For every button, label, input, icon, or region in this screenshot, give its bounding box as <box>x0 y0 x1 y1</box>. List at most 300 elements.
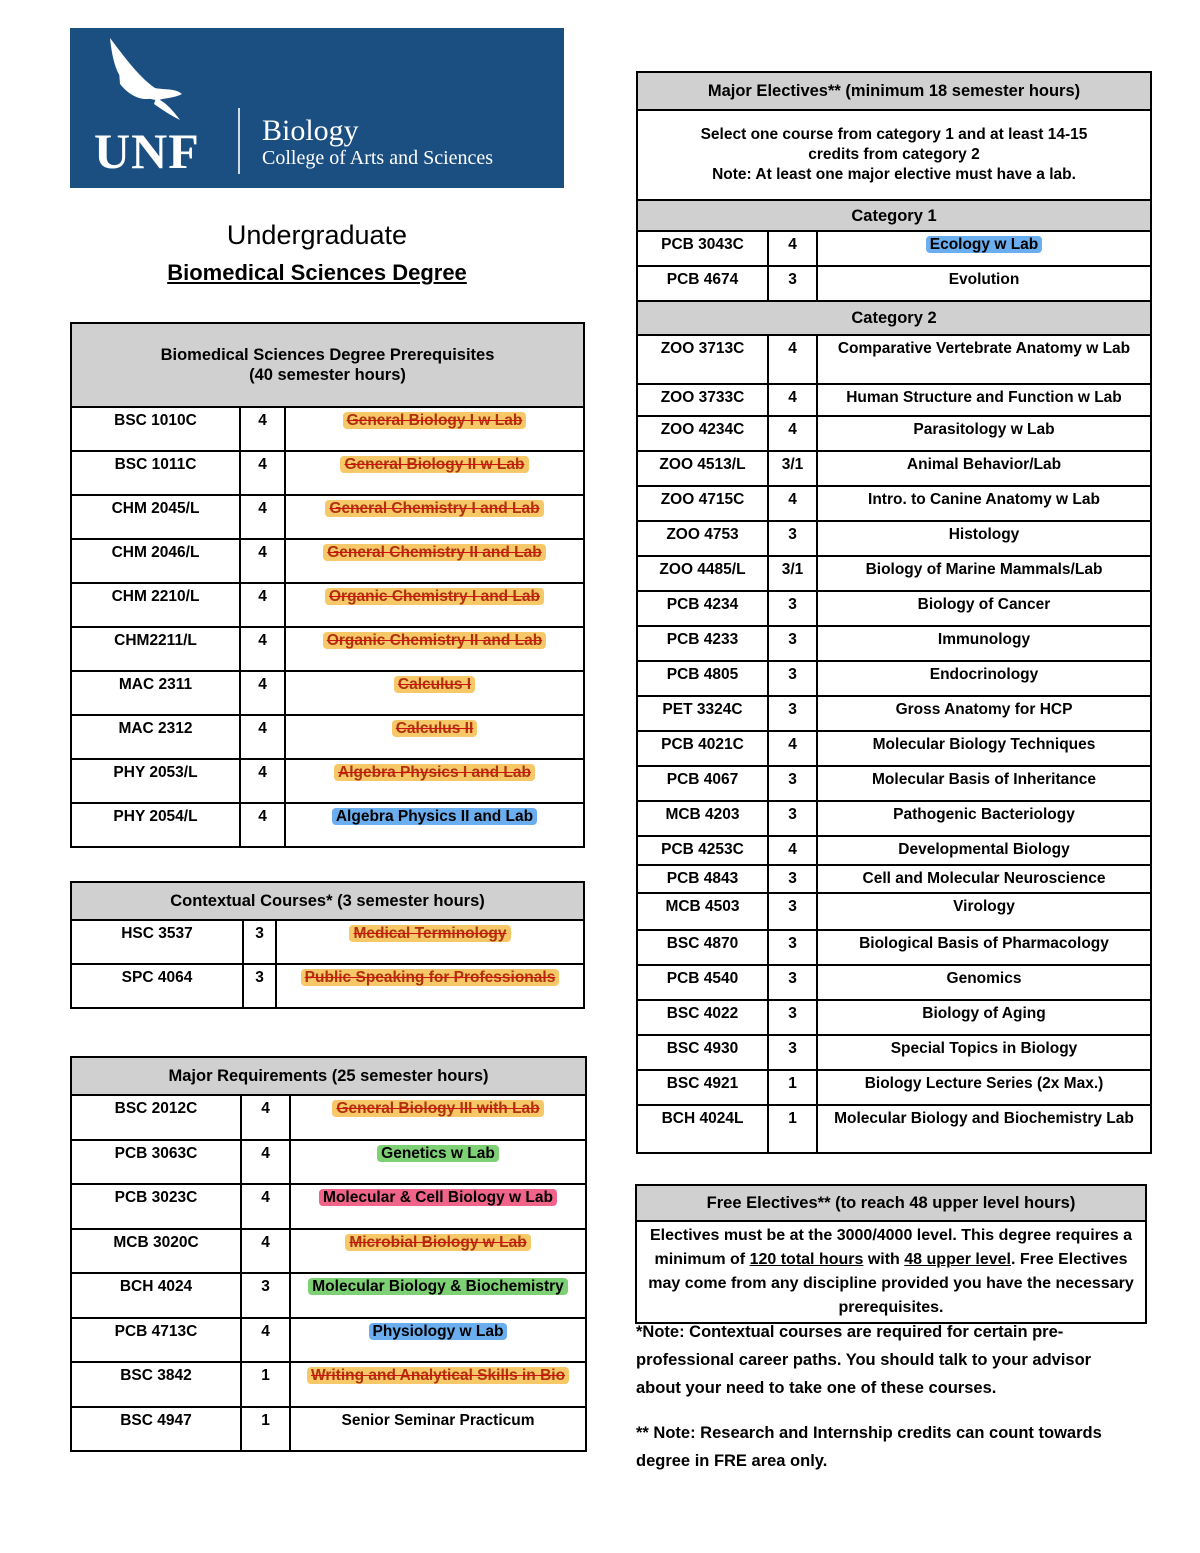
course-code-text: BSC 1010C <box>114 412 197 429</box>
course-code <box>637 486 768 521</box>
course-code <box>637 865 768 893</box>
course-code-text: PCB 4713C <box>114 1322 198 1340</box>
course-code-text: BSC 3842 <box>120 1367 192 1384</box>
course-code <box>637 626 768 661</box>
course-title <box>285 715 584 759</box>
course-title-text: Molecular Biology & Biochemistry <box>308 1278 568 1295</box>
course-hours-text: 4 <box>258 808 267 825</box>
course-hours-text: 1 <box>788 1075 797 1092</box>
course-hours-text: 3 <box>788 771 797 788</box>
course-hours-text: 4 <box>788 421 797 438</box>
course-title-text: Calculus I <box>394 676 475 693</box>
course-title <box>817 266 1151 301</box>
course-title <box>290 1407 586 1452</box>
course-title <box>817 521 1151 556</box>
course-row <box>637 1035 1151 1070</box>
course-hours <box>768 451 817 486</box>
electives-header: Major Electives** (minimum 18 semester hours) <box>637 72 1151 110</box>
course-title <box>285 671 584 715</box>
course-title <box>285 583 584 627</box>
course-code <box>637 591 768 626</box>
course-title <box>817 1000 1151 1035</box>
course-title <box>817 486 1151 521</box>
prereq-header-line1: Biomedical Sciences Degree Prerequisites <box>160 346 495 364</box>
course-code <box>637 416 768 451</box>
course-code <box>71 451 240 495</box>
course-hours <box>768 416 817 451</box>
course-code <box>71 759 240 803</box>
electives-select-line1: Select one course from category 1 and at least 14-15 <box>700 126 1088 143</box>
course-code-text: HSC 3537 <box>121 925 193 942</box>
course-title <box>285 759 584 803</box>
course-title-text: Immunology <box>937 631 1031 648</box>
course-hours-text: 4 <box>258 632 267 649</box>
course-hours-text: 4 <box>258 764 267 781</box>
course-code <box>637 965 768 1000</box>
course-code-text: ZOO 3733C <box>660 389 745 406</box>
electives-table <box>636 71 1152 1154</box>
course-code <box>71 1318 241 1363</box>
free-electives-header: Free Electives** (to reach 48 upper level hours) <box>636 1185 1146 1221</box>
course-row <box>71 1318 586 1363</box>
contextual-table <box>70 881 585 1009</box>
prereq-table <box>70 322 585 848</box>
course-title-text: Microbial Biology w Lab <box>345 1234 530 1251</box>
free-text-a: Electives must be at the 3000/4000 level. This degree requires a minimum of <box>649 1227 1133 1268</box>
course-title-text: Molecular Basis of Inheritance <box>872 771 1096 788</box>
course-code <box>637 930 768 965</box>
course-hours-text: 4 <box>261 1189 270 1206</box>
page-subtitle: Biomedical Sciences Degree <box>167 260 467 285</box>
course-code <box>637 766 768 801</box>
category2-header: Category 2 <box>637 301 1151 335</box>
course-code-text: BSC 4921 <box>666 1075 739 1092</box>
course-title <box>817 893 1151 930</box>
course-code <box>71 627 240 671</box>
course-row <box>637 231 1151 266</box>
course-row <box>637 1070 1151 1105</box>
course-hours-text: 4 <box>788 841 797 858</box>
course-code-text: PCB 4233 <box>666 631 739 648</box>
course-code-text: BSC 4930 <box>666 1040 739 1057</box>
course-hours-text: 3 <box>788 970 797 987</box>
course-row <box>71 1140 586 1185</box>
course-row <box>637 731 1151 766</box>
course-title <box>290 1273 586 1318</box>
course-title-text: Molecular Biology and Biochemistry Lab <box>834 1110 1134 1127</box>
course-title-text: Senior Seminar Practicum <box>341 1411 535 1429</box>
course-code-text: CHM 2210/L <box>111 588 200 605</box>
electives-select-line2: credits from category 2 <box>808 146 980 163</box>
course-code-text: PCB 4540 <box>666 970 739 987</box>
course-code-text: BSC 1011C <box>114 456 197 473</box>
course-title-text: Comparative Vertebrate Anatomy w Lab <box>837 340 1131 357</box>
course-hours-text: 3 <box>788 1005 797 1022</box>
course-title-text: Developmental Biology <box>898 841 1070 858</box>
course-hours <box>768 231 817 266</box>
course-hours <box>768 626 817 661</box>
course-code-text: PHY 2054/L <box>113 808 198 825</box>
course-code <box>637 696 768 731</box>
course-row <box>71 1229 586 1274</box>
course-title-text: Organic Chemistry II and Lab <box>323 632 546 649</box>
unf-biology-logo <box>70 28 564 188</box>
course-title-text: Biology of Cancer <box>917 596 1051 613</box>
course-code <box>637 731 768 766</box>
course-title <box>290 1140 586 1185</box>
course-row <box>637 965 1151 1000</box>
free-upper-level: 48 upper level <box>904 1251 1011 1268</box>
course-title <box>276 920 584 964</box>
course-hours <box>768 930 817 965</box>
course-title <box>817 865 1151 893</box>
course-code-text: PCB 3023C <box>114 1189 198 1206</box>
course-row <box>637 766 1151 801</box>
course-hours <box>768 731 817 766</box>
course-hours-text: 3/1 <box>781 561 804 578</box>
course-title-text: Virology <box>953 898 1015 915</box>
course-row <box>637 696 1151 731</box>
course-code <box>71 407 240 451</box>
course-code-text: SPC 4064 <box>121 969 193 986</box>
course-code <box>71 803 240 847</box>
course-code <box>71 539 240 583</box>
course-hours <box>241 1273 290 1318</box>
course-title-text: Genetics w Lab <box>377 1145 499 1162</box>
course-title-text: Organic Chemistry I and Lab <box>325 588 544 605</box>
course-title <box>817 556 1151 591</box>
course-title-text: Cell and Molecular Neuroscience <box>862 870 1106 887</box>
course-hours <box>768 521 817 556</box>
course-row <box>71 1095 586 1140</box>
course-hours-text: 4 <box>258 720 267 737</box>
course-row <box>71 1273 586 1318</box>
course-code-text: BSC 2012C <box>114 1100 198 1117</box>
course-code <box>71 964 243 1008</box>
course-code-text: PCB 3043C <box>661 236 744 253</box>
course-title <box>817 626 1151 661</box>
course-title-text: Molecular & Cell Biology w Lab <box>319 1189 557 1206</box>
course-hours <box>768 1070 817 1105</box>
course-title <box>817 384 1151 416</box>
course-title <box>285 627 584 671</box>
course-row <box>637 893 1151 930</box>
course-code-text: PCB 4021C <box>661 736 744 753</box>
course-code <box>637 1000 768 1035</box>
course-code-text: PCB 4805 <box>666 666 739 683</box>
course-code-text: BSC 4022 <box>666 1005 739 1022</box>
research-note: ** Note: Research and Internship credits can count towards degree in FRE area only. <box>636 1424 1102 1470</box>
course-hours <box>243 964 276 1008</box>
course-code <box>71 1140 241 1185</box>
page-title: Undergraduate <box>226 220 408 250</box>
course-row <box>637 661 1151 696</box>
course-code-text: MAC 2312 <box>118 720 193 737</box>
course-hours-text: 3 <box>255 925 264 942</box>
course-hours-text: 3 <box>788 806 797 823</box>
course-title-text: Gross Anatomy for HCP <box>895 701 1073 718</box>
course-hours <box>768 1000 817 1035</box>
course-code-text: BCH 4024L <box>661 1110 744 1127</box>
course-title-text: Ecology w Lab <box>926 236 1043 253</box>
course-code <box>637 451 768 486</box>
course-title <box>817 335 1151 384</box>
course-title <box>285 539 584 583</box>
course-hours-text: 4 <box>261 1233 270 1251</box>
course-hours-text: 4 <box>788 389 797 406</box>
free-electives-text <box>636 1221 1146 1323</box>
course-title-text: Medical Terminology <box>349 925 510 942</box>
course-hours-text: 3 <box>788 631 797 648</box>
course-code <box>637 335 768 384</box>
course-hours-text: 4 <box>788 736 797 753</box>
course-title <box>817 661 1151 696</box>
course-title <box>290 1229 586 1274</box>
course-hours <box>768 965 817 1000</box>
course-hours-text: 4 <box>258 544 267 561</box>
course-code <box>71 920 243 964</box>
course-hours <box>240 671 285 715</box>
course-hours-text: 3 <box>788 870 797 887</box>
course-row <box>637 801 1151 836</box>
course-title-text: General Chemistry I and Lab <box>325 500 543 517</box>
course-hours <box>240 715 285 759</box>
course-title <box>817 591 1151 626</box>
course-hours <box>768 486 817 521</box>
course-title-text: Physiology w Lab <box>369 1323 508 1340</box>
course-row <box>71 407 584 451</box>
course-code-text: CHM 2046/L <box>111 544 200 561</box>
course-hours <box>768 1035 817 1070</box>
course-row <box>637 1105 1151 1153</box>
course-code <box>637 266 768 301</box>
course-hours <box>240 495 285 539</box>
course-code <box>637 1070 768 1105</box>
course-code-text: PCB 4674 <box>666 271 739 288</box>
course-hours <box>241 1095 290 1140</box>
course-hours-text: 3/1 <box>781 456 804 473</box>
course-code-text: PCB 4234 <box>666 596 739 613</box>
course-row <box>71 539 584 583</box>
course-code <box>637 661 768 696</box>
course-title <box>817 696 1151 731</box>
course-row <box>637 865 1151 893</box>
course-hours-text: 1 <box>788 1110 797 1127</box>
course-code-text: PCB 4253C <box>661 841 744 858</box>
course-title-text: Biological Basis of Pharmacology <box>859 935 1109 952</box>
course-row <box>637 266 1151 301</box>
course-hours <box>241 1407 290 1452</box>
course-title-text: Algebra Physics II and Lab <box>332 808 537 825</box>
course-hours <box>240 407 285 451</box>
course-code-text: ZOO 4715C <box>660 491 745 508</box>
course-code <box>637 893 768 930</box>
course-title <box>817 1070 1151 1105</box>
course-hours-text: 1 <box>261 1411 270 1429</box>
course-title <box>817 766 1151 801</box>
course-row <box>637 486 1151 521</box>
course-hours <box>240 759 285 803</box>
course-title-text: General Chemistry II and Lab <box>323 544 545 561</box>
prereq-header-line2: (40 semester hours) <box>249 366 406 384</box>
course-title-text: General Biology III with Lab <box>332 1100 543 1117</box>
course-code <box>71 583 240 627</box>
course-row <box>71 759 584 803</box>
course-code <box>637 801 768 836</box>
course-code <box>71 1362 241 1407</box>
course-row <box>71 964 584 1008</box>
course-title <box>817 231 1151 266</box>
course-title-text: Pathogenic Bacteriology <box>893 806 1075 823</box>
course-title <box>290 1362 586 1407</box>
course-code-text: MCB 3020C <box>113 1233 199 1251</box>
course-hours-text: 4 <box>258 500 267 517</box>
course-code <box>71 1095 241 1140</box>
course-code-text: CHM 2045/L <box>111 500 200 517</box>
course-title-text: Animal Behavior/Lab <box>906 456 1062 473</box>
course-title <box>290 1318 586 1363</box>
course-code <box>637 384 768 416</box>
course-code <box>71 1184 241 1229</box>
course-hours-text: 4 <box>788 236 797 253</box>
course-code <box>637 836 768 865</box>
course-hours <box>768 893 817 930</box>
course-title <box>285 407 584 451</box>
prereq-header <box>71 323 584 407</box>
course-hours-text: 4 <box>261 1144 270 1162</box>
course-hours <box>240 803 285 847</box>
course-title <box>817 801 1151 836</box>
course-code-text: CHM2211/L <box>114 632 197 649</box>
course-code <box>71 495 240 539</box>
course-row <box>71 451 584 495</box>
course-hours-text: 3 <box>788 271 797 288</box>
course-hours <box>241 1318 290 1363</box>
course-title-text: Parasitology w Lab <box>913 421 1055 438</box>
course-hours-text: 4 <box>258 588 267 605</box>
category1-header: Category 1 <box>637 200 1151 231</box>
course-title-text: Human Structure and Function w Lab <box>846 389 1122 406</box>
major-req-table <box>70 1056 587 1452</box>
course-code <box>637 521 768 556</box>
course-title <box>817 1035 1151 1070</box>
course-title-text: Biology of Aging <box>922 1005 1046 1022</box>
course-hours-text: 3 <box>788 526 797 543</box>
course-code <box>637 1035 768 1070</box>
course-row <box>71 495 584 539</box>
course-hours <box>240 627 285 671</box>
course-hours <box>768 836 817 865</box>
course-code <box>71 1273 241 1318</box>
course-title <box>285 803 584 847</box>
course-row <box>637 384 1151 416</box>
course-code-text: BCH 4024 <box>119 1278 193 1295</box>
course-title-text: General Biology I w Lab <box>343 412 527 429</box>
course-hours <box>240 583 285 627</box>
course-code-text: PHY 2053/L <box>113 764 198 781</box>
course-code-text: BSC 4947 <box>120 1411 192 1429</box>
course-hours <box>768 335 817 384</box>
course-hours-text: 3 <box>788 701 797 718</box>
course-hours-text: 4 <box>788 340 797 357</box>
course-row <box>637 556 1151 591</box>
course-title-text: Public Speaking for Professionals <box>301 969 560 986</box>
course-hours-text: 3 <box>255 969 264 986</box>
course-hours-text: 3 <box>788 1040 797 1057</box>
logo-college-text: College of Arts and Sciences <box>262 147 494 169</box>
course-title-text: Endocrinology <box>929 666 1039 683</box>
course-title-text: Biology of Marine Mammals/Lab <box>865 561 1103 578</box>
course-title-text: Molecular Biology Techniques <box>872 736 1096 753</box>
course-row <box>71 1407 586 1452</box>
electives-instructions <box>637 110 1151 200</box>
course-hours-text: 3 <box>788 935 797 952</box>
course-hours <box>768 801 817 836</box>
major-req-header: Major Requirements (25 semester hours) <box>71 1057 586 1095</box>
course-row <box>71 803 584 847</box>
course-title-text: Genomics <box>946 970 1022 987</box>
course-code-text: MAC 2311 <box>118 676 193 693</box>
course-hours-text: 3 <box>788 666 797 683</box>
course-row <box>71 627 584 671</box>
course-code-text: ZOO 4485/L <box>659 561 746 578</box>
course-hours-text: 4 <box>261 1100 270 1117</box>
course-hours-text: 4 <box>788 491 797 508</box>
course-code-text: ZOO 4234C <box>660 421 745 438</box>
course-title-text: Intro. to Canine Anatomy w Lab <box>868 491 1100 508</box>
course-title <box>817 836 1151 865</box>
course-hours <box>768 766 817 801</box>
course-hours <box>768 661 817 696</box>
course-title-text: Writing and Analytical Skills in Bio <box>307 1367 569 1384</box>
course-row <box>71 583 584 627</box>
course-hours <box>768 1105 817 1153</box>
course-title-text: Evolution <box>948 271 1020 288</box>
free-total-hours: 120 total hours <box>749 1251 864 1268</box>
course-title <box>817 731 1151 766</box>
contextual-header: Contextual Courses* (3 semester hours) <box>71 882 584 920</box>
course-code <box>71 1229 241 1274</box>
course-row <box>637 335 1151 384</box>
course-row <box>637 1000 1151 1035</box>
course-hours <box>243 920 276 964</box>
course-row <box>71 715 584 759</box>
course-hours <box>241 1362 290 1407</box>
course-code-text: PET 3324C <box>662 701 743 718</box>
course-code-text: PCB 4067 <box>666 771 739 788</box>
course-row <box>637 416 1151 451</box>
free-text-b: with <box>863 1251 905 1268</box>
course-hours <box>768 696 817 731</box>
course-row <box>637 626 1151 661</box>
course-hours <box>768 384 817 416</box>
course-title <box>817 451 1151 486</box>
course-title <box>285 495 584 539</box>
course-code-text: ZOO 3713C <box>660 340 745 357</box>
course-code-text: ZOO 4513/L <box>659 456 746 473</box>
course-hours <box>768 556 817 591</box>
course-title <box>276 964 584 1008</box>
course-code <box>71 1407 241 1452</box>
course-row <box>637 930 1151 965</box>
course-title-text: Calculus II <box>392 720 478 737</box>
course-hours <box>240 451 285 495</box>
course-code-text: MCB 4503 <box>665 898 740 915</box>
course-row <box>71 1362 586 1407</box>
course-hours <box>241 1229 290 1274</box>
course-hours-text: 4 <box>258 412 267 429</box>
course-code <box>71 715 240 759</box>
